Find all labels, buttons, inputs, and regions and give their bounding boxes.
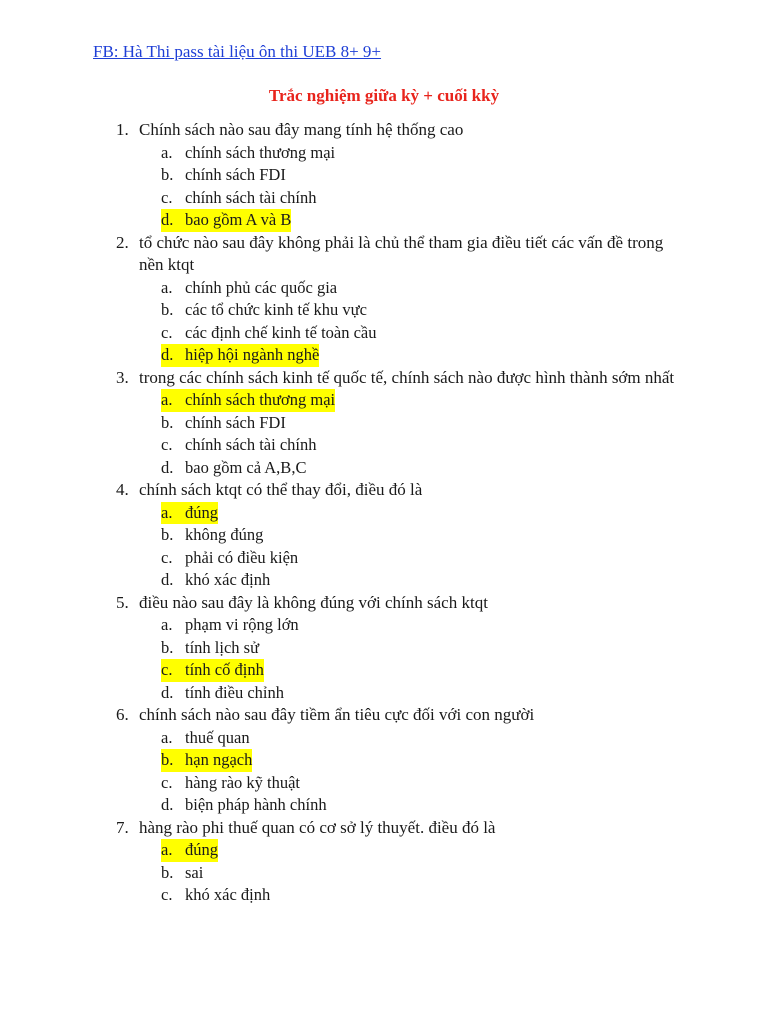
answer-text [161, 794, 327, 817]
option-letter: d. [161, 570, 174, 589]
highlighted-answer [161, 344, 319, 367]
answer-text [161, 862, 203, 885]
highlighted-answer [161, 839, 218, 862]
option-letter: b. [161, 862, 174, 882]
answer-option [0, 412, 768, 435]
answer-option [0, 299, 768, 322]
answer-option [0, 614, 768, 637]
question-3 [0, 367, 768, 390]
answer-option [0, 727, 768, 750]
option-text: chính phủ các quốc gia [185, 277, 338, 297]
option-letter: d. [161, 457, 174, 477]
question-list [0, 119, 768, 907]
question-number: 1. [116, 120, 129, 139]
option-text: khó xác định [185, 885, 271, 904]
question-2 [0, 232, 768, 277]
answer-text [161, 164, 286, 187]
option-letter: b. [161, 750, 174, 769]
highlighted-answer [161, 749, 252, 772]
question-number: 5. [116, 592, 129, 612]
question-text: chính sách ktqt có thể thay đổi, điều đó là [139, 480, 423, 499]
option-text: các định chế kinh tế toàn cầu [185, 322, 377, 342]
question-text: Chính sách nào sau đây mang tính hệ thống cao [139, 120, 464, 139]
option-letter: b. [161, 300, 174, 319]
option-letter: d. [161, 345, 174, 364]
option-letter: c. [161, 772, 173, 792]
option-letter: a. [161, 142, 173, 162]
option-text: bao gồm A và B [185, 210, 292, 229]
answer-text [161, 727, 250, 750]
facebook-link[interactable]: FB: Hà Thi pass tài liệu ôn thi UEB 8+ 9+ [93, 42, 382, 61]
answer-text [161, 187, 317, 210]
question-number: 3. [116, 367, 129, 387]
option-text: chính sách thương mại [185, 142, 336, 162]
answer-option [0, 524, 768, 547]
question-text: chính sách nào sau đây tiềm ẩn tiêu cực đối với con người [139, 705, 535, 724]
page-title: Trắc nghiệm giữa kỳ + cuối kkỳ [268, 86, 500, 105]
answer-text [161, 277, 337, 300]
option-text: hiệp hội ngành nghề [185, 345, 320, 364]
answer-option [0, 389, 768, 412]
answer-option [0, 457, 768, 480]
question-number: 7. [116, 817, 129, 837]
question-text: tổ chức nào sau đây không phải là chủ thể tham gia điều tiết các vấn đề trong nền ktqt [139, 232, 664, 274]
option-text: phải có điều kiện [185, 547, 299, 567]
highlighted-answer [161, 502, 218, 525]
answer-option [0, 569, 768, 592]
question-1 [0, 119, 768, 142]
answer-text [161, 299, 367, 322]
answer-option [0, 164, 768, 187]
option-letter: a. [161, 277, 173, 297]
answer-text [161, 412, 286, 435]
option-letter: b. [161, 412, 174, 432]
highlighted-answer [161, 389, 335, 412]
answer-option [0, 682, 768, 705]
option-letter: d. [161, 210, 174, 229]
option-text: sai [185, 862, 204, 882]
option-letter: a. [161, 615, 173, 634]
answer-option [0, 434, 768, 457]
option-text: khó xác định [185, 570, 271, 589]
highlighted-answer [161, 209, 291, 232]
option-text: chính sách tài chính [185, 187, 317, 207]
option-text: chính sách tài chính [185, 435, 317, 454]
option-text: tính cố định [185, 660, 264, 679]
answer-text [161, 142, 335, 165]
option-text: đúng [185, 840, 218, 859]
option-letter: a. [161, 840, 173, 859]
answer-option [0, 794, 768, 817]
option-text: chính sách FDI [185, 165, 286, 184]
question-5 [0, 592, 768, 615]
highlighted-answer [161, 659, 264, 682]
option-letter: c. [161, 660, 173, 679]
question-text: hàng rào phi thuế quan có cơ sở lý thuyết. điều đó là [139, 817, 496, 837]
answer-text [161, 682, 284, 705]
answer-text [161, 772, 300, 795]
question-7 [0, 817, 768, 840]
answer-option [0, 659, 768, 682]
option-text: tính điều chỉnh [185, 682, 284, 702]
answer-option [0, 187, 768, 210]
option-text: hạn ngạch [185, 750, 253, 769]
answer-text [161, 637, 259, 660]
answer-option [0, 209, 768, 232]
question-text: trong các chính sách kinh tế quốc tế, chính sách nào được hình thành sớm nhất [139, 367, 675, 387]
answer-option [0, 277, 768, 300]
answer-text [161, 547, 298, 570]
answer-option [0, 547, 768, 570]
option-letter: b. [161, 165, 174, 184]
answer-text [161, 884, 270, 907]
option-letter: c. [161, 885, 173, 904]
option-text: các tổ chức kinh tế khu vực [185, 300, 367, 319]
option-letter: b. [161, 637, 174, 657]
answer-option [0, 637, 768, 660]
option-letter: c. [161, 547, 173, 567]
answer-text [161, 569, 270, 592]
option-text: thuế quan [185, 727, 250, 747]
option-text: phạm vi rộng lớn [185, 615, 299, 634]
option-letter: d. [161, 795, 174, 814]
answer-option [0, 839, 768, 862]
option-text: không đúng [185, 525, 264, 544]
answer-text [161, 434, 317, 457]
question-6 [0, 704, 768, 727]
question-4 [0, 479, 768, 502]
option-letter: d. [161, 682, 174, 702]
option-letter: c. [161, 435, 173, 454]
option-text: hàng rào kỹ thuật [185, 772, 301, 792]
option-letter: b. [161, 525, 174, 544]
answer-option [0, 502, 768, 525]
option-text: đúng [185, 502, 218, 522]
answer-option [0, 884, 768, 907]
option-text: biện pháp hành chính [185, 795, 327, 814]
option-letter: c. [161, 187, 173, 207]
option-letter: a. [161, 390, 173, 409]
answer-text [161, 524, 263, 547]
option-text: tính lịch sử [185, 637, 260, 657]
answer-option [0, 322, 768, 345]
question-number: 6. [116, 705, 129, 724]
option-letter: a. [161, 727, 173, 747]
option-letter: a. [161, 502, 173, 522]
answer-text [161, 457, 306, 480]
option-text: bao gồm cả A,B,C [185, 457, 307, 477]
answer-text [161, 614, 299, 637]
answer-option [0, 142, 768, 165]
answer-option [0, 862, 768, 885]
question-number: 4. [116, 480, 129, 499]
question-number: 2. [116, 232, 129, 252]
answer-text [161, 322, 377, 345]
answer-option [0, 344, 768, 367]
question-text: điều nào sau đây là không đúng với chính sách ktqt [139, 592, 488, 612]
option-text: chính sách thương mại [185, 390, 336, 409]
option-letter: c. [161, 322, 173, 342]
answer-option [0, 749, 768, 772]
answer-option [0, 772, 768, 795]
option-text: chính sách FDI [185, 412, 286, 432]
